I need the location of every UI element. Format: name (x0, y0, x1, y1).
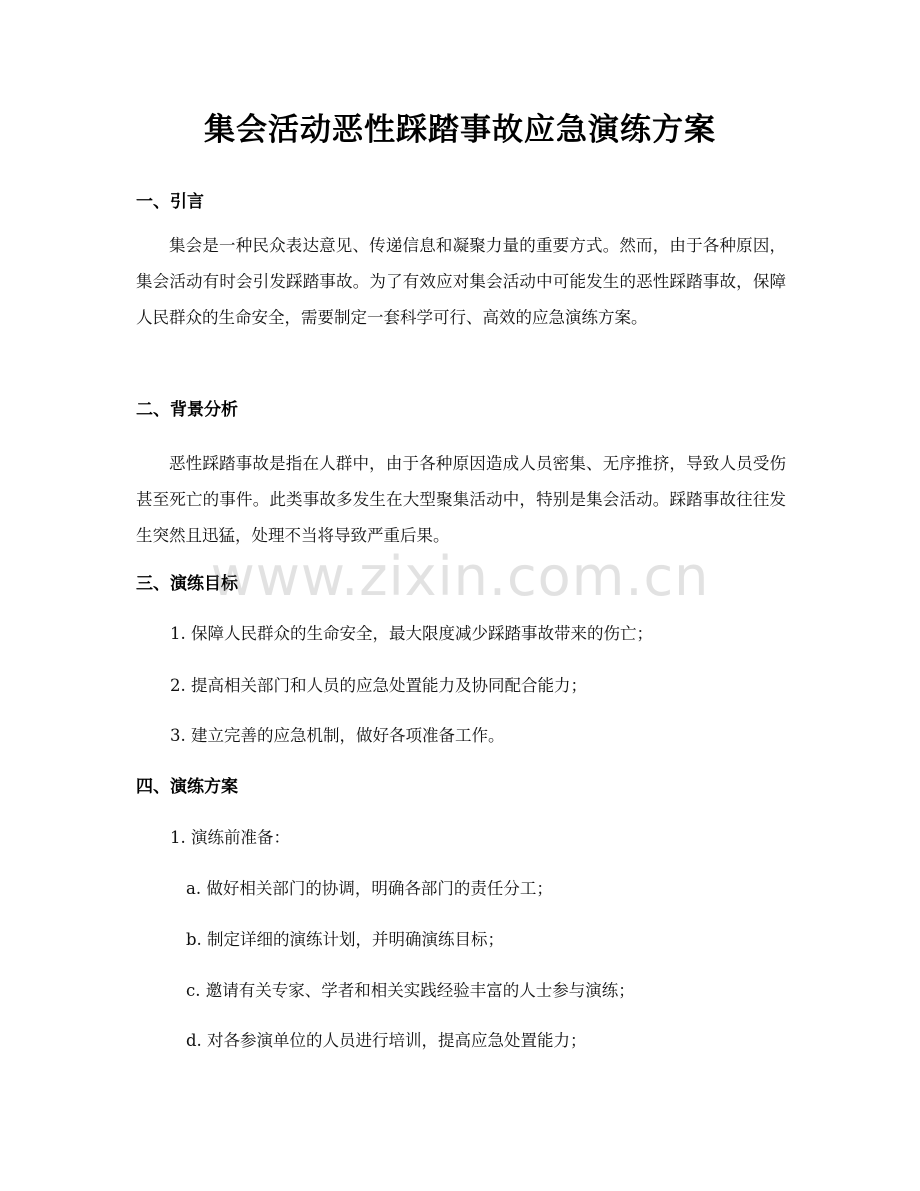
section-heading-goals: 三、演练目标 (136, 574, 238, 594)
section-paragraph-introduction: 集会是一种民众表达意见、传递信息和凝聚力量的重要方式。然而，由于各种原因，集会活动有时会引发踩踏事故。为了有效应对集会活动中可能发生的恶性踩踏事故，保障人民群众的生命安全，需要制定一套科学可行、高效的应急演练方案。 (136, 236, 786, 327)
goal-item: 2. 提高相关部门和人员的应急处置能力及协同配合能力； (170, 676, 587, 695)
watermark: www.zixin.com.cn (210, 545, 710, 608)
section-paragraph-background: 恶性踩踏事故是指在人群中，由于各种原因造成人员密集、无序推挤，导致人员受伤甚至死亡的事件。此类事故多发生在大型聚集活动中，特别是集会活动。踩踏事故往往发生突然且迅猛，处理不当将导致严重后果。 (136, 454, 786, 545)
document-title: 集会活动恶性踩踏事故应急演练方案 (204, 112, 716, 148)
goal-item: 3. 建立完善的应急机制，做好各项准备工作。 (170, 726, 505, 745)
section-heading-introduction: 一、引言 (136, 192, 204, 212)
plan-subitem: b. 制定详细的演练计划，并明确演练目标； (186, 930, 505, 949)
section-heading-background: 二、背景分析 (136, 400, 238, 420)
section-heading-plan: 四、演练方案 (136, 777, 238, 797)
plan-subitem: c. 邀请有关专家、学者和相关实践经验丰富的人士参与演练； (186, 981, 635, 1000)
plan-item: 1. 演练前准备： (170, 828, 290, 847)
goal-item: 1. 保障人民群众的生命安全，最大限度减少踩踏事故带来的伤亡； (170, 624, 653, 643)
plan-subitem: d. 对各参演单位的人员进行培训，提高应急处置能力； (186, 1031, 587, 1050)
plan-subitem: a. 做好相关部门的协调，明确各部门的责任分工； (186, 879, 553, 898)
